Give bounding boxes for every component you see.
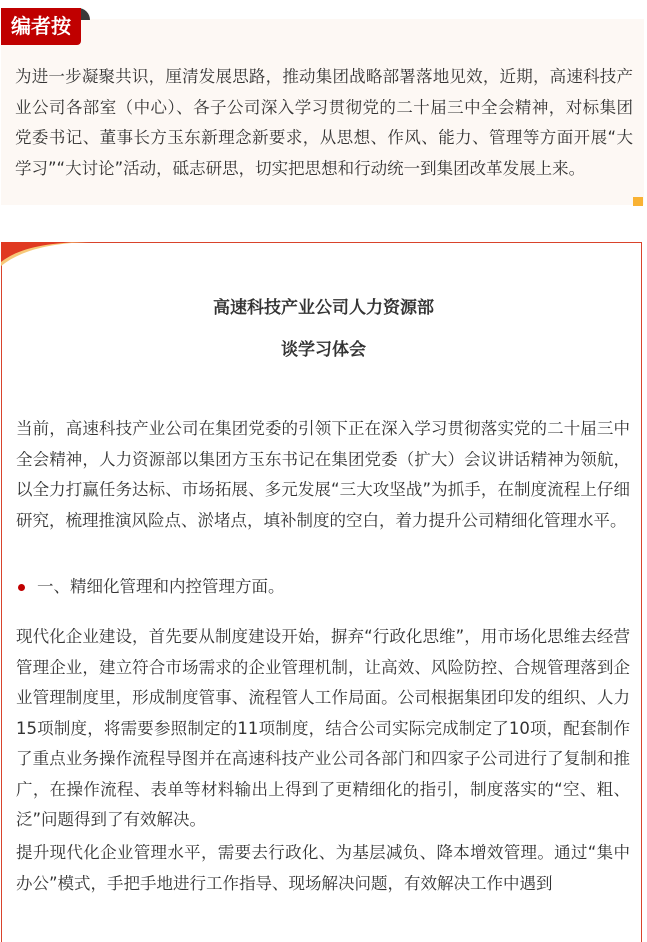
section-heading-text: 一、精细化管理和内控管理方面。 xyxy=(37,577,285,596)
article-title-line2: 谈学习体会 xyxy=(281,340,366,360)
article-title-line1: 高速科技产业公司人力资源部 xyxy=(213,298,434,318)
corner-swoosh-icon xyxy=(1,242,91,270)
editor-note-badge: 编者按 xyxy=(1,8,81,45)
article-paragraph-3: 提升现代化企业管理水平，需要去行政化、为基层减负、降本增效管理。通过“集中办公”模式，手把手地进行工作指导、现场解决问题，有效解决工作中遇到 xyxy=(16,843,630,893)
bullet-dot-icon xyxy=(18,584,25,591)
article-paragraph-2: 现代化企业建设，首先要从制度建设开始，摒弃“行政化思维”，用市场化思维去经营管理企业，建立符合市场需求的企业管理机制，让高效、风险防控、合规管理落到企业管理制度里，形成制度管事、流程管人工作局面。公司根据集团印发的组织、人力15项制度，将需要参照制定的11项制度，结合公司实际完成制定了10项，配套制作了重点业务操作流程导图并在高速科技产业公司各部门和四家子公司进行了复制和推广，在操作流程、表单等材料输出上得到了更精细化的指引，制度落实的“空、粗、泛”问题得到了有效解决。 xyxy=(16,627,630,829)
corner-accent-icon xyxy=(633,197,643,206)
editor-note-text: 为进一步凝聚共识，厘清发展思路，推动集团战略部署落地见效，近期，高速科技产业公司各部室（中心）、各子公司深入学习贯彻党的二十届三中全会精神，对标集团党委书记、董事长方玉东新理念新要求，从思想、作风、能力、管理等方面开展“大学习”“大讨论”活动，砥志研思，切实把思想和行动统一到集团改革发展上来。 xyxy=(15,67,633,178)
article-paragraph-1: 当前，高速科技产业公司在集团党委的引领下正在深入学习贯彻落实党的二十届三中全会精神，人力资源部以集团方玉东书记在集团党委（扩大）会议讲话精神为领航，以全力打赢任务达标、市场拓展、多元发展“三大攻坚战”为抓手，在制度流程上仔细研究，梳理推演风险点、淤堵点，填补制度的空白，着力提升公司精细化管理水平。 xyxy=(16,419,630,530)
section-heading-1 xyxy=(16,575,285,599)
